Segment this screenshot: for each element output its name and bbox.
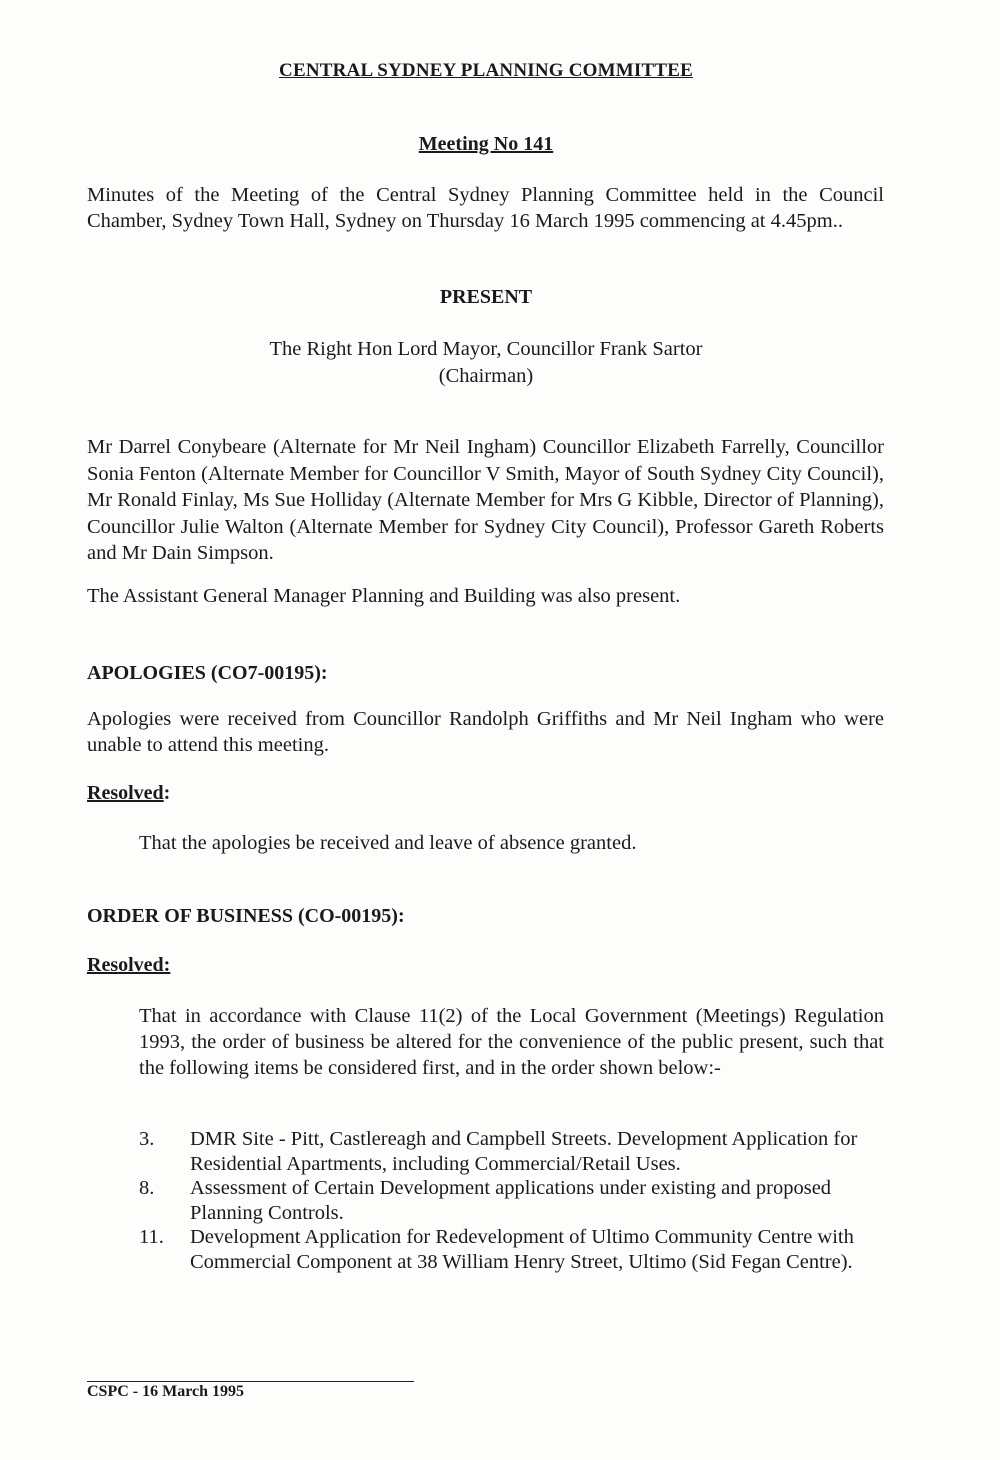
page-footer: CSPC - 16 March 1995 [87, 1383, 245, 1400]
attendees-paragraph: Mr Darrel Conybeare (Alternate for Mr Neil Ingham) Councillor Elizabeth Farrelly, Councillor Sonia Fenton (Alternate Member for Councillor V Smith, Mayor of South Sydney City Council), Mr Ronald Finlay, Ms Sue Holliday (Alternate Member for Mrs G Kibble, Director of Planning), Councillor Julie Walton (Alternate Member for Sydney City Council), Professor Gareth Roberts and Mr Dain Simpson. [87, 436, 884, 564]
committee-title: CENTRAL SYDNEY PLANNING COMMITTEE [279, 60, 693, 81]
meeting-number: Meeting No 141 [418, 133, 554, 155]
apologies-heading: APOLOGIES (CO7-00195): [87, 662, 328, 684]
apologies-resolution: That the apologies be received and leave of absence granted. [139, 832, 637, 854]
order-resolution: That in accordance with Clause 11(2) of the Local Government (Meetings) Regulation 1993, the order of business be altered for the convenience of the public present, such that the following items be considered first, and in the order shown below:- [139, 1005, 884, 1079]
chairman-block [0, 336, 972, 390]
apologies-resolved-label [87, 782, 170, 805]
chairman-name: The Right Hon Lord Mayor, Councillor Frank Sartor [269, 338, 703, 360]
agenda-item [139, 1225, 884, 1274]
agenda-items-list [139, 1127, 884, 1274]
agenda-item [139, 1176, 884, 1225]
present-heading: PRESENT [439, 286, 533, 308]
footer-rule [87, 1381, 414, 1382]
agenda-item-text: Development Application for Redevelopment of Ultimo Community Centre with Commercial Component at 38 William Henry Street, Ultimo (Sid Fegan Centre). [190, 1226, 854, 1273]
resolved-colon: : [163, 782, 171, 804]
agenda-item [139, 1127, 884, 1176]
agenda-item-number: 3. [139, 1128, 155, 1150]
agenda-item-number: 8. [139, 1177, 155, 1199]
chairman-role: (Chairman) [438, 365, 534, 387]
resolved-word: Resolved [87, 782, 164, 804]
order-resolved-label: Resolved: [87, 954, 171, 976]
apologies-paragraph: Apologies were received from Councillor Randolph Griffiths and Mr Neil Ingham who were unable to attend this meeting. [87, 708, 884, 756]
intro-paragraph: Minutes of the Meeting of the Central Sydney Planning Committee held in the Council Chamber, Sydney Town Hall, Sydney on Thursday 16 March 1995 commencing at 4.45pm.. [87, 184, 884, 232]
order-of-business-heading: ORDER OF BUSINESS (CO-00195): [87, 905, 405, 927]
agenda-item-text: DMR Site - Pitt, Castlereagh and Campbell Streets. Development Application for Residential Apartments, including Commercial/Retail Uses. [190, 1128, 858, 1175]
also-present-paragraph: The Assistant General Manager Planning and Building was also present. [87, 585, 681, 607]
agenda-item-text: Assessment of Certain Development applications under existing and proposed Planning Controls. [190, 1177, 832, 1224]
agenda-item-number: 11. [139, 1226, 164, 1248]
